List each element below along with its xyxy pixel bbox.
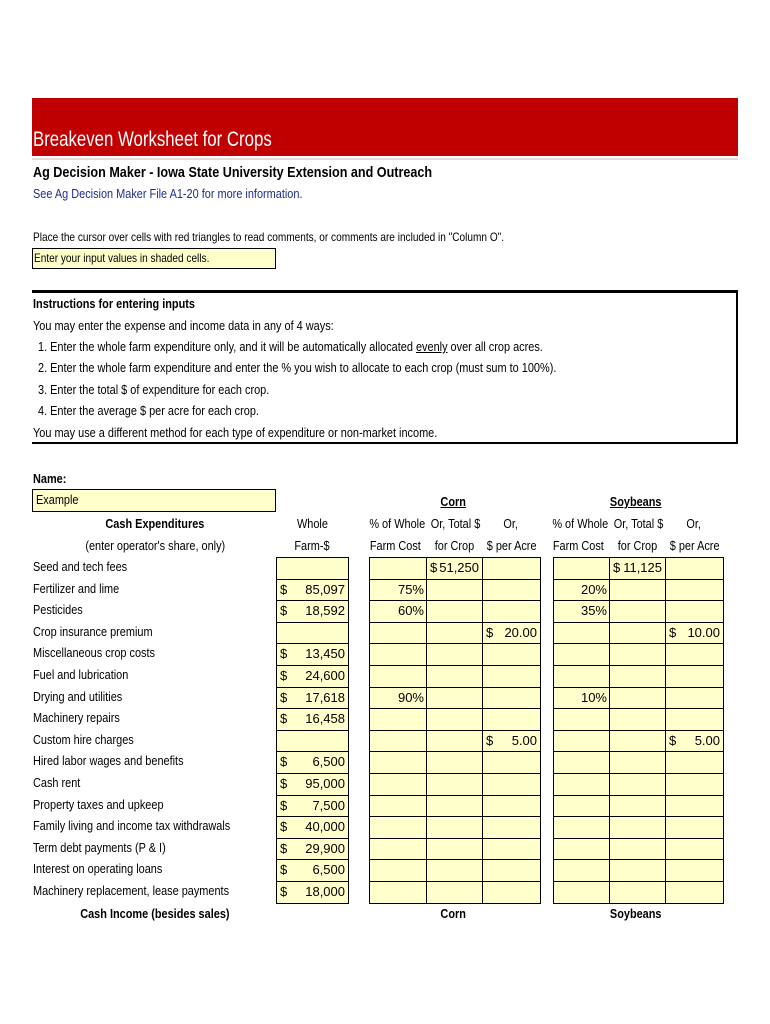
soy-pct-header: % of Whole [552, 516, 609, 531]
cell-value: 20% [580, 581, 607, 597]
input-cell-soy-total[interactable] [609, 859, 666, 882]
cell-value: 10% [580, 689, 607, 705]
input-cell-soy-acre[interactable] [665, 643, 724, 666]
whole-farm-header: Whole [296, 516, 328, 531]
input-cell-soy-pct[interactable] [553, 579, 610, 602]
soy-total-header-2: for Crop [617, 538, 657, 553]
currency-symbol: $ [280, 776, 288, 791]
currency-symbol: $ [669, 624, 677, 640]
currency-symbol: $ [280, 840, 288, 856]
row-label: Seed and tech fees [33, 559, 128, 574]
input-cell-corn-pct[interactable] [369, 665, 427, 688]
input-cell-corn-acre[interactable] [482, 622, 541, 645]
row-label: Term debt payments (P & I) [33, 839, 166, 855]
row-label: Interest on operating loans [33, 861, 163, 877]
currency-symbol: $ [280, 711, 288, 727]
row-label: Miscellaneous crop costs [33, 645, 155, 661]
input-cell-corn-pct[interactable] [369, 687, 427, 710]
input-cell-corn-pct[interactable] [369, 600, 427, 623]
input-cell-soy-acre[interactable] [665, 838, 724, 861]
input-cell-soy-pct[interactable] [553, 795, 610, 818]
input-cell-soy-total[interactable] [609, 600, 666, 623]
input-cell-soy-total[interactable] [609, 708, 666, 731]
input-cell-whole[interactable] [276, 816, 349, 839]
currency-symbol: $ [486, 624, 494, 640]
currency-symbol: $ [280, 668, 288, 683]
cell-value: 24,600 [305, 668, 345, 683]
comment-note: Place the cursor over cells with red triangles to read comments, or comments are included in "Column O". [33, 230, 505, 244]
input-cell-corn-pct[interactable] [369, 773, 427, 796]
input-cell-corn-pct[interactable] [369, 579, 427, 602]
cell-value: 35% [580, 603, 607, 619]
input-cell-whole[interactable] [276, 751, 349, 774]
input-cell-soy-acre[interactable] [665, 579, 724, 602]
input-cell-corn-acre[interactable] [482, 600, 541, 623]
input-cell-corn-pct[interactable] [369, 751, 427, 774]
cell-value: 18,000 [305, 884, 345, 899]
cell-value: 29,900 [305, 840, 345, 856]
input-cell-corn-total[interactable] [426, 751, 483, 774]
input-cell-soy-acre[interactable] [665, 773, 724, 796]
income-corn-header: Corn [440, 906, 466, 921]
name-input[interactable]: Example [32, 489, 276, 512]
currency-symbol: $ [280, 646, 288, 662]
row-label: Family living and income tax withdrawals [33, 818, 231, 834]
input-cell-soy-pct[interactable] [553, 730, 610, 753]
input-cell-soy-pct[interactable] [553, 557, 610, 580]
input-cell-soy-pct[interactable] [553, 881, 610, 904]
divider [32, 158, 738, 160]
cell-value: 6,500 [312, 862, 345, 878]
soy-total-header: Or, Total $ [613, 516, 664, 531]
input-cell-soy-pct[interactable] [553, 751, 610, 774]
input-cell-whole[interactable] [276, 730, 349, 753]
input-cell-soy-acre[interactable] [665, 730, 724, 753]
input-cell-soy-total[interactable] [609, 816, 666, 839]
input-cell-soy-pct[interactable] [553, 838, 610, 861]
input-cell-corn-acre[interactable] [482, 795, 541, 818]
input-cell-corn-total[interactable] [426, 708, 483, 731]
input-cell-corn-pct[interactable] [369, 881, 427, 904]
soy-acre-header: Or, [686, 516, 702, 531]
cell-value: 10.00 [687, 624, 720, 640]
instructions-intro: You may enter the expense and income data in any of 4 ways: [33, 318, 334, 333]
input-cell-corn-total[interactable] [426, 859, 483, 882]
corn-pct-header-2: Farm Cost [369, 538, 421, 553]
input-cell-corn-acre[interactable] [482, 751, 541, 774]
instructions-item-3: 3. Enter the total $ of expenditure for each crop. [38, 382, 270, 397]
input-cell-whole[interactable] [276, 881, 349, 904]
info-link[interactable]: See Ag Decision Maker File A1-20 for more information. [33, 186, 303, 201]
cell-value: 40,000 [305, 819, 345, 835]
income-soybeans-header: Soybeans [610, 906, 662, 921]
row-label: Hired labor wages and benefits [33, 753, 184, 769]
operator-share-note: (enter operator's share, only) [85, 538, 225, 553]
input-cell-corn-pct[interactable] [369, 795, 427, 818]
input-cell-corn-pct[interactable] [369, 622, 427, 645]
input-cell-soy-total[interactable] [609, 881, 666, 904]
input-cell-soy-acre[interactable] [665, 708, 724, 731]
corn-acre-header: Or, [503, 516, 519, 531]
input-cell-corn-pct[interactable] [369, 816, 427, 839]
currency-symbol: $ [486, 732, 494, 748]
input-cell-corn-acre[interactable] [482, 643, 541, 666]
cash-income-header: Cash Income (besides sales) [80, 906, 230, 921]
cell-value: 95,000 [305, 776, 345, 791]
input-cell-whole[interactable] [276, 773, 349, 796]
input-cell-whole[interactable] [276, 687, 349, 710]
cell-value: 17,618 [305, 689, 345, 705]
input-cell-corn-total[interactable] [426, 838, 483, 861]
input-cell-soy-total[interactable] [609, 665, 666, 688]
currency-symbol: $ [280, 819, 288, 835]
cell-value: 13,450 [305, 646, 345, 662]
input-cell-corn-total[interactable] [426, 579, 483, 602]
row-label: Drying and utilities [33, 688, 123, 704]
currency-symbol: $ [280, 581, 288, 597]
input-cell-soy-total[interactable] [609, 557, 666, 580]
currency-symbol: $ [430, 560, 438, 575]
input-cell-soy-total[interactable] [609, 751, 666, 774]
soy-pct-header-2: Farm Cost [552, 538, 604, 553]
input-cell-soy-acre[interactable] [665, 622, 724, 645]
input-cell-soy-pct[interactable] [553, 600, 610, 623]
row-label: Custom hire charges [33, 731, 134, 747]
input-cell-corn-pct[interactable] [369, 730, 427, 753]
input-cell-corn-acre[interactable] [482, 838, 541, 861]
input-cell-corn-total[interactable] [426, 600, 483, 623]
currency-symbol: $ [669, 732, 677, 748]
input-cell-soy-total[interactable] [609, 795, 666, 818]
soy-acre-header-2: $ per Acre [669, 538, 720, 553]
cell-value: 11,125 [623, 560, 662, 575]
cell-value: 16,458 [305, 711, 345, 727]
whole-farm-header-2: Farm-$ [294, 538, 330, 553]
currency-symbol: $ [280, 862, 288, 878]
input-cell-soy-total[interactable] [609, 730, 666, 753]
input-cell-corn-acre[interactable] [482, 665, 541, 688]
input-cell-soy-total[interactable] [609, 687, 666, 710]
input-cell-whole[interactable] [276, 622, 349, 645]
corn-total-header: Or, Total $ [430, 516, 481, 531]
subtitle: Ag Decision Maker - Iowa State University Extension and Outreach [33, 164, 433, 181]
input-cell-corn-total[interactable] [426, 795, 483, 818]
corn-header: Corn [440, 494, 466, 509]
input-cell-whole[interactable] [276, 557, 349, 580]
input-cell-soy-acre[interactable] [665, 795, 724, 818]
input-cell-corn-acre[interactable] [482, 773, 541, 796]
soybeans-header: Soybeans [610, 494, 662, 509]
input-cell-soy-acre[interactable] [665, 816, 724, 839]
instructions-item-4: 4. Enter the average $ per acre for each crop. [38, 403, 259, 418]
row-label: Pesticides [33, 602, 83, 618]
instructions-heading: Instructions for entering inputs [33, 296, 195, 311]
instructions-outro: You may use a different method for each type of expenditure or non-market income. [33, 425, 438, 440]
input-cell-soy-acre[interactable] [665, 751, 724, 774]
input-cell-whole[interactable] [276, 665, 349, 688]
cell-value: 5.00 [694, 732, 720, 748]
input-cell-soy-pct[interactable] [553, 708, 610, 731]
currency-symbol: $ [613, 560, 621, 575]
input-cell-whole[interactable] [276, 579, 349, 602]
input-cell-soy-total[interactable] [609, 579, 666, 602]
input-cell-corn-total[interactable] [426, 816, 483, 839]
row-label: Fertilizer and lime [33, 580, 120, 596]
input-cell-corn-acre[interactable] [482, 859, 541, 882]
input-cell-soy-pct[interactable] [553, 622, 610, 645]
currency-symbol: $ [280, 603, 288, 619]
input-cell-soy-total[interactable] [609, 643, 666, 666]
input-cell-soy-acre[interactable] [665, 687, 724, 710]
cell-value: 51,250 [439, 560, 479, 575]
input-cell-soy-acre[interactable] [665, 557, 724, 580]
input-note-box: Enter your input values in shaded cells. [32, 248, 276, 269]
input-cell-whole[interactable] [276, 708, 349, 731]
input-cell-corn-pct[interactable] [369, 643, 427, 666]
input-cell-whole[interactable] [276, 795, 349, 818]
instructions-item-2: 2. Enter the whole farm expenditure and enter the % you wish to allocate to each crop (must sum to 100%). [38, 360, 557, 375]
name-label: Name: [33, 471, 67, 486]
input-cell-corn-acre[interactable] [482, 730, 541, 753]
page-title: Breakeven Worksheet for Crops [33, 128, 272, 151]
input-cell-whole[interactable] [276, 859, 349, 882]
currency-symbol: $ [280, 689, 288, 705]
input-cell-corn-total[interactable] [426, 730, 483, 753]
input-cell-soy-total[interactable] [609, 773, 666, 796]
cell-value: 18,592 [305, 603, 345, 619]
cell-value: 75% [397, 581, 424, 597]
input-cell-soy-acre[interactable] [665, 859, 724, 882]
input-cell-corn-acre[interactable] [482, 579, 541, 602]
input-cell-soy-pct[interactable] [553, 773, 610, 796]
currency-symbol: $ [280, 754, 288, 770]
input-cell-soy-pct[interactable] [553, 643, 610, 666]
input-cell-soy-pct[interactable] [553, 859, 610, 882]
input-cell-corn-pct[interactable] [369, 557, 427, 580]
input-cell-corn-total[interactable] [426, 687, 483, 710]
cell-value: 90% [397, 689, 424, 705]
corn-pct-header: % of Whole [369, 516, 426, 531]
input-cell-soy-pct[interactable] [553, 665, 610, 688]
input-cell-soy-pct[interactable] [553, 816, 610, 839]
input-cell-whole[interactable] [276, 600, 349, 623]
cell-value: 85,097 [305, 581, 345, 597]
cell-value: 7,500 [312, 797, 345, 813]
input-cell-corn-pct[interactable] [369, 859, 427, 882]
row-label: Machinery replacement, lease payments [33, 883, 230, 898]
cash-expenditures-header: Cash Expenditures [105, 516, 205, 531]
row-label: Crop insurance premium [33, 623, 153, 639]
input-cell-corn-acre[interactable] [482, 557, 541, 580]
input-cell-corn-total[interactable] [426, 557, 483, 580]
input-cell-corn-total[interactable] [426, 665, 483, 688]
input-cell-soy-total[interactable] [609, 622, 666, 645]
input-cell-corn-total[interactable] [426, 622, 483, 645]
input-cell-soy-acre[interactable] [665, 665, 724, 688]
row-label: Machinery repairs [33, 710, 120, 726]
input-cell-corn-total[interactable] [426, 643, 483, 666]
corn-total-header-2: for Crop [434, 538, 474, 553]
input-cell-whole[interactable] [276, 643, 349, 666]
input-cell-whole[interactable] [276, 838, 349, 861]
input-cell-soy-total[interactable] [609, 838, 666, 861]
input-cell-soy-pct[interactable] [553, 687, 610, 710]
input-cell-corn-acre[interactable] [482, 687, 541, 710]
instructions-item-1: 1. Enter the whole farm expenditure only, and it will be automatically allocated evenly over all crop acres. [38, 339, 543, 354]
corn-acre-header-2: $ per Acre [486, 538, 537, 553]
input-cell-corn-total[interactable] [426, 881, 483, 904]
input-cell-corn-pct[interactable] [369, 708, 427, 731]
cell-value: 20.00 [504, 624, 537, 640]
currency-symbol: $ [280, 797, 288, 813]
row-label: Property taxes and upkeep [33, 796, 164, 812]
input-cell-corn-acre[interactable] [482, 708, 541, 731]
input-cell-corn-total[interactable] [426, 773, 483, 796]
cell-value: 60% [397, 603, 424, 619]
cell-value: 6,500 [312, 754, 345, 770]
input-cell-soy-acre[interactable] [665, 881, 724, 904]
cell-value: 5.00 [511, 732, 537, 748]
row-label: Cash rent [33, 775, 81, 790]
input-cell-corn-acre[interactable] [482, 816, 541, 839]
input-cell-soy-acre[interactable] [665, 600, 724, 623]
input-cell-corn-pct[interactable] [369, 838, 427, 861]
row-label: Fuel and lubrication [33, 667, 129, 682]
input-cell-corn-acre[interactable] [482, 881, 541, 904]
instructions-box [32, 290, 738, 444]
currency-symbol: $ [280, 884, 288, 899]
